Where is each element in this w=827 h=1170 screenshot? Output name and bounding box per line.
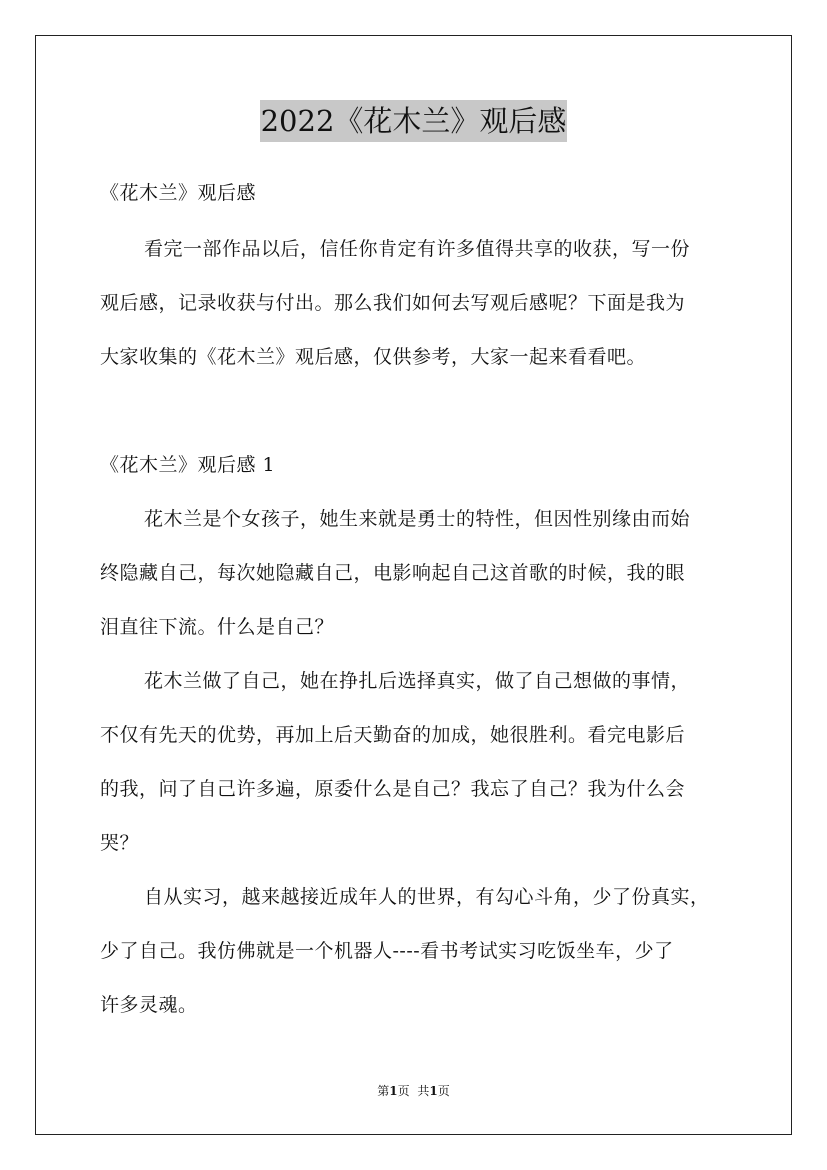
para1-line-1: 花木兰是个女孩子，她生来就是勇士的特性，但因性别缘由而始 [144,508,691,530]
para3-line-2: 少了自己。我仿佛就是一个机器人----看书考试实习吃饭坐车，少了 [100,940,674,962]
footer-total-number: 1 [429,1084,438,1098]
intro-line-1: 看完一部作品以后，信任你肯定有许多值得共享的收获，写一份 [144,238,691,260]
footer-page-prefix: 第 [377,1084,390,1098]
footer-total-suffix: 页 [437,1084,450,1098]
para2-line-1: 花木兰做了自己，她在挣扎后选择真实，做了自己想做的事情， [144,670,691,692]
footer-total-prefix: 共 [417,1084,430,1098]
page-footer [0,1083,827,1099]
para1-line-2: 终隐藏自己，每次她隐藏自己，电影响起自己这首歌的时候，我的眼 [100,562,686,584]
intro-line-2: 观后感，记录收获与付出。那么我们如何去写观后感呢？下面是我为 [100,292,686,314]
footer-page-suffix: 页 [397,1084,410,1098]
para2-line-3: 的我，问了自己许多遍，原委什么是自己？我忘了自己？我为什么会 [100,778,686,800]
footer-page-number: 1 [389,1084,398,1098]
para3-line-1: 自从实习，越来越接近成年人的世界，有勾心斗角，少了份真实， [144,886,710,908]
section-heading-1: 《花木兰》观后感 1 [100,454,276,476]
para1-line-3: 泪直往下流。什么是自己？ [100,616,335,638]
intro-line-3: 大家收集的《花木兰》观后感，仅供参考，大家一起来看看吧。 [100,346,647,368]
section-heading: 《花木兰》观后感 [100,182,257,204]
para3-line-3: 许多灵魂。 [100,994,198,1016]
para2-line-2: 不仅有先天的优势，再加上后天勤奋的加成，她很胜利。看完电影后 [100,724,686,746]
title-container [0,100,827,142]
document-title: 2022《花木兰》观后感 [260,100,568,142]
para2-line-4: 哭？ [100,832,140,854]
